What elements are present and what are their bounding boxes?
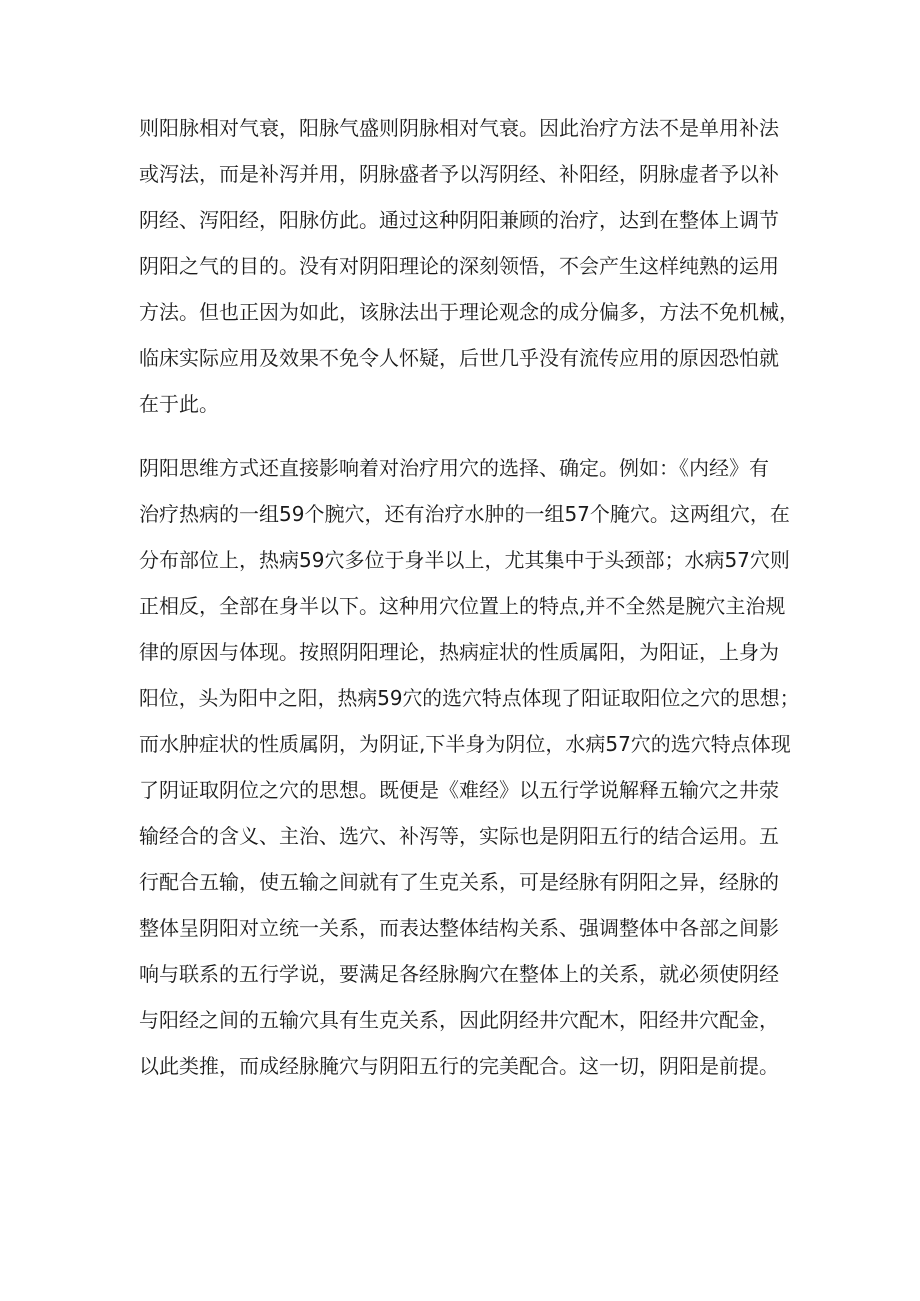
paragraph-line: 治疗热病的一组59个腕穴，还有治疗水肿的一组57个腌穴。这两组穴，在	[139, 502, 790, 526]
paragraph-line: 分布部位上，热病59穴多位于身半以上，尤其集中于头颈部；水病57穴则	[139, 548, 790, 572]
paragraph-line: 而水肿症状的性质属阴，为阴证,下半身为阴位，水病57穴的选穴特点体现	[139, 732, 791, 756]
paragraph-line: 或泻法，而是补泻并用，阴脉盛者予以泻阴经、补阳经，阴脉虚者予以补	[139, 162, 779, 186]
paragraph-line: 正相反，全部在身半以下。这种用穴位置上的特点,并不全然是腕穴主治规	[139, 594, 786, 618]
paragraph-line: 阳位，头为阳中之阳，热病59穴的选穴特点体现了阳证取阳位之穴的思想；	[139, 686, 800, 710]
paragraph-line: 响与联系的五行学说，要满足各经脉胸穴在整体上的关系，就必须使阴经	[139, 962, 779, 986]
paragraph-line: 与阳经之间的五输穴具有生克关系，因此阴经井穴配木，阳经井穴配金，	[139, 1008, 779, 1032]
paragraph-line: 阴阳之气的目的。没有对阴阳理论的深刻领悟，不会产生这样纯熟的运用	[139, 254, 779, 278]
paragraph-line: 则阳脉相对气衰，阳脉气盛则阴脉相对气衰。因此治疗方法不是单用补法	[139, 116, 779, 140]
paragraph-line: 在于此。	[139, 392, 219, 416]
paragraph-line: 行配合五输，使五输之间就有了生克关系，可是经脉有阴阳之异，经脉的	[139, 870, 779, 894]
paragraph-line: 方法。但也正因为如此，该脉法出于理论观念的成分偏多，方法不免机械，	[139, 300, 799, 324]
paragraph-line: 律的原因与体现。按照阴阳理论，热病症状的性质属阳，为阳证，上身为	[139, 640, 779, 664]
paragraph-line: 了阴证取阴位之穴的思想。既便是《难经》以五行学说解释五输穴之井荥	[139, 778, 779, 802]
paragraph-line: 阴阳思维方式还直接影响着对治疗用穴的选择、确定。例如：《内经》有	[139, 456, 769, 480]
paragraph-line: 阴经、泻阳经，阳脉仿此。通过这种阴阳兼顾的治疗，达到在整体上调节	[139, 208, 779, 232]
paragraph-line: 整体呈阴阳对立统一关系，而表达整体结构关系、强调整体中各部之间影	[139, 916, 779, 940]
paragraph-line: 临床实际应用及效果不免令人怀疑，后世几乎没有流传应用的原因恐怕就	[139, 346, 779, 370]
paragraph-line: 输经合的含义、主治、选穴、补泻等，实际也是阴阳五行的结合运用。五	[139, 824, 779, 848]
paragraph-line: 以此类推，而成经脉腌穴与阴阳五行的完美配合。这一切，阴阳是前提。	[139, 1054, 779, 1078]
